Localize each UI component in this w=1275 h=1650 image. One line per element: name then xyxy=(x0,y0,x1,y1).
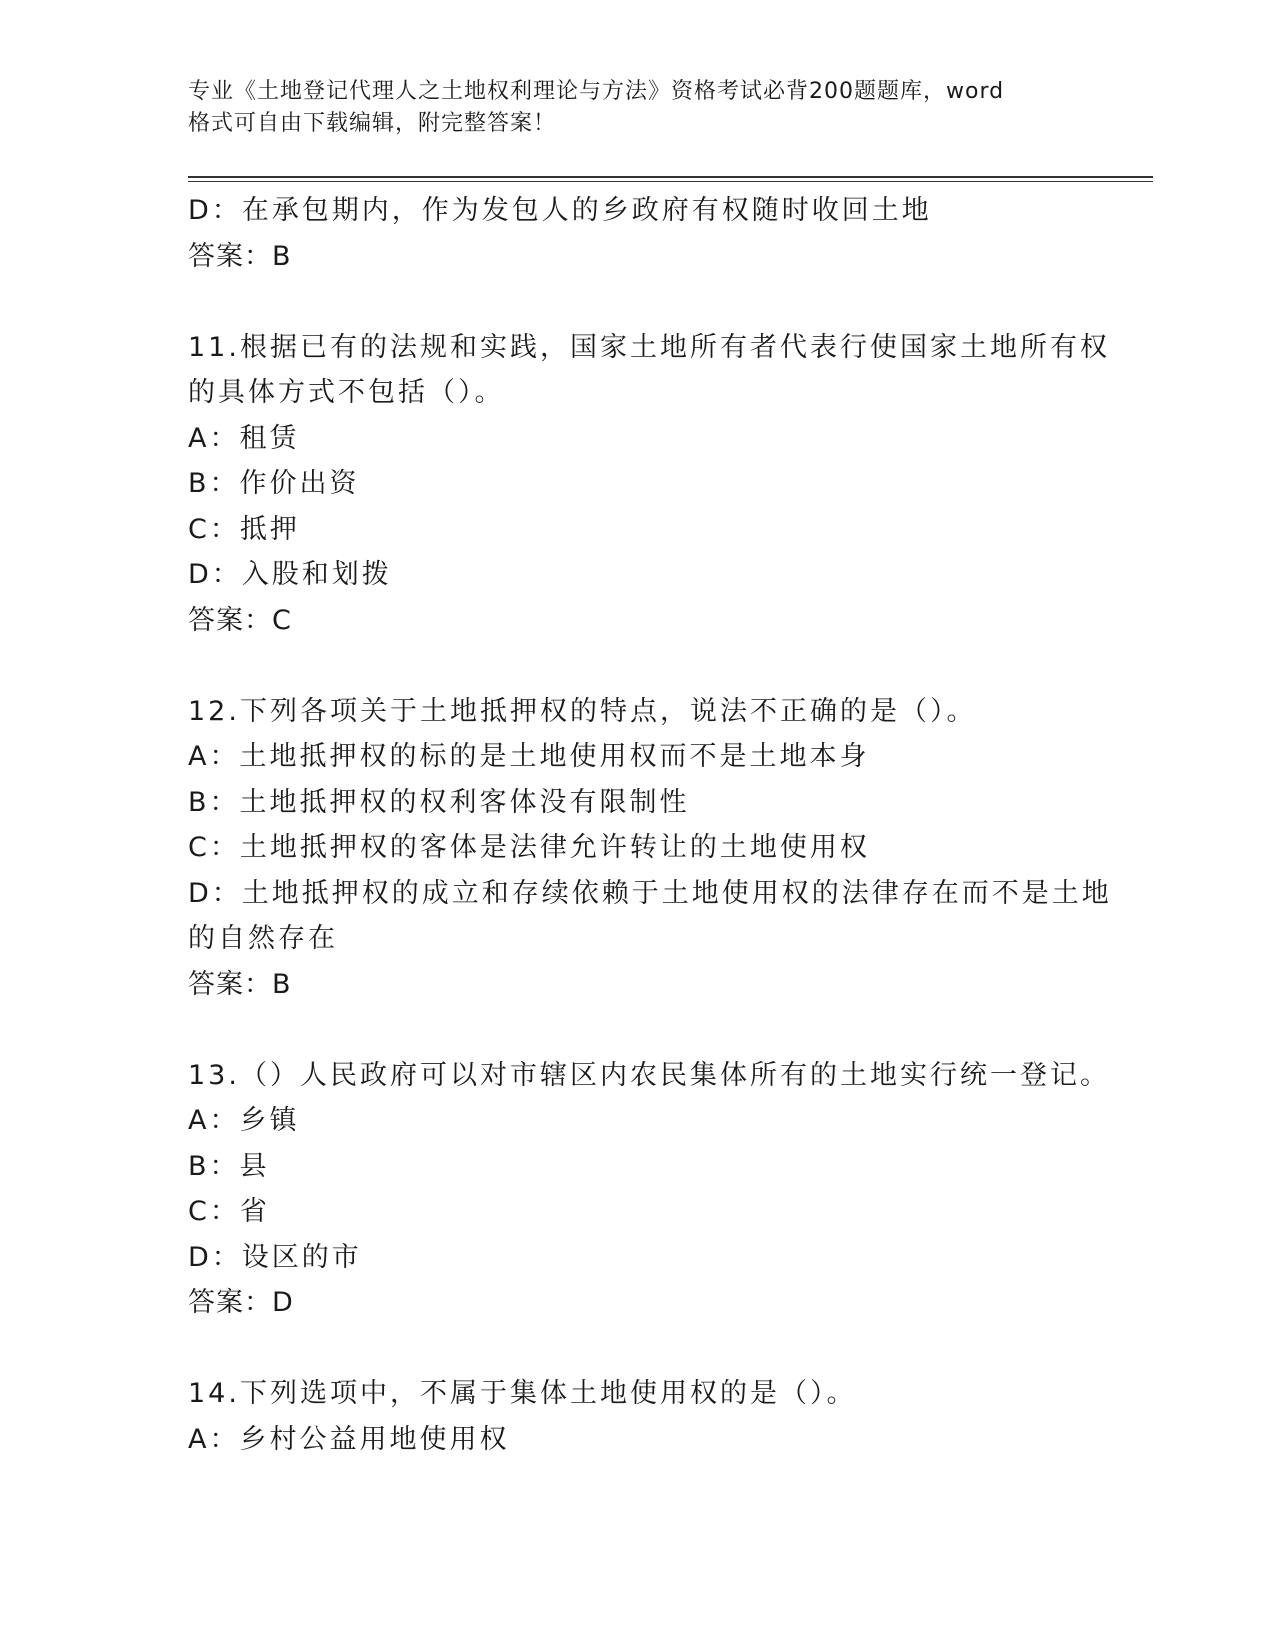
option-a: A：租赁 xyxy=(188,422,300,454)
spacer xyxy=(188,279,1088,325)
answer: 答案：B xyxy=(188,968,292,1000)
question-stem-cont: 的具体方式不包括（）。 xyxy=(188,377,505,408)
spacer xyxy=(188,1007,1088,1053)
option-a: A：乡镇 xyxy=(188,1105,300,1136)
option-b: B：县 xyxy=(188,1150,270,1182)
header-divider-thin xyxy=(188,181,1153,182)
option-b: B：土地抵押权的权利客体没有限制性 xyxy=(188,786,690,818)
prev-question-answer: 答案：B xyxy=(188,240,292,272)
option-c: C：土地抵押权的客体是法律允许转让的土地使用权 xyxy=(188,832,870,863)
question-content xyxy=(188,188,1112,1462)
question-stem: 12.下列各项关于土地抵押权的特点，说法不正确的是（）。 xyxy=(188,695,977,727)
option-b: B：作价出资 xyxy=(188,468,360,499)
option-d-cont: 的自然存在 xyxy=(188,923,338,954)
option-a: A：土地抵押权的标的是土地使用权而不是土地本身 xyxy=(188,741,870,772)
question-stem: 11.根据已有的法规和实践，国家土地所有者代表行使国家土地所有权 xyxy=(188,331,1110,363)
question-12 xyxy=(188,689,1112,1008)
header-line-1: 专业《土地登记代理人之土地权利理论与方法》资格考试必背200题题库，word xyxy=(188,79,1005,104)
answer: 答案：D xyxy=(188,1287,294,1318)
question-11 xyxy=(188,325,1110,644)
question-stem: 13.（）人民政府可以对市辖区内农民集体所有的土地实行统一登记。 xyxy=(188,1059,1110,1091)
option-c: C：省 xyxy=(188,1196,270,1227)
option-d: D：入股和划拨 xyxy=(188,559,392,590)
prev-question-option-d: D：在承包期内，作为发包人的乡政府有权随时收回土地 xyxy=(188,195,932,226)
option-a: A：乡村公益用地使用权 xyxy=(188,1423,510,1455)
spacer xyxy=(188,1326,1088,1372)
document-header xyxy=(188,76,1068,140)
option-d: D：设区的市 xyxy=(188,1241,362,1273)
spacer xyxy=(188,643,1088,689)
option-d: D：土地抵押权的成立和存续依赖于土地使用权的法律存在而不是土地 xyxy=(188,877,1112,909)
question-stem: 14.下列选项中，不属于集体土地使用权的是（）。 xyxy=(188,1378,857,1409)
header-line-2: 格式可自由下载编辑，附完整答案！ xyxy=(188,111,557,136)
question-14 xyxy=(188,1371,1088,1462)
answer: 答案：C xyxy=(188,604,292,636)
option-c: C：抵押 xyxy=(188,513,300,545)
question-13 xyxy=(188,1053,1110,1326)
header-divider-thick xyxy=(188,176,1153,178)
